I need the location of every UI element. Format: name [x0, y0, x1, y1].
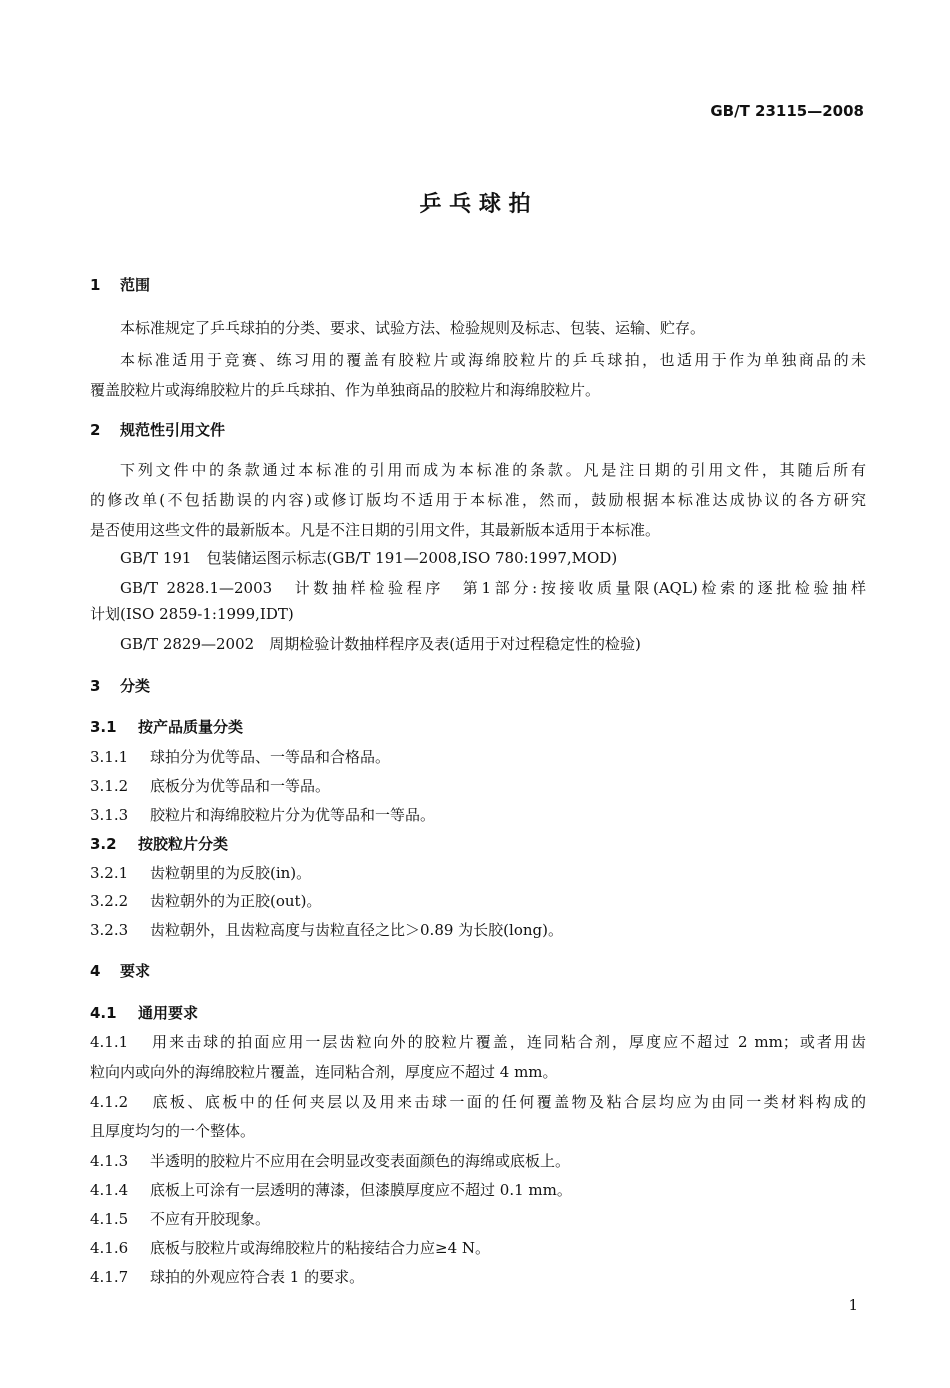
subsection-heading	[90, 717, 243, 737]
paragraph: 本标准规定了乒乓球拍的分类、要求、试验方法、检验规则及标志、包装、运输、贮存。	[120, 319, 706, 337]
clause	[90, 747, 390, 767]
section-4-heading	[90, 961, 150, 981]
clause	[90, 891, 321, 911]
reference-item	[120, 578, 866, 598]
clause-number: 3.1.3	[90, 806, 129, 824]
clause-number: 4.1.5	[90, 1210, 129, 1228]
reference-title: 周期检验计数抽样程序及表(适用于对过程稳定性的检验)	[269, 635, 641, 653]
clause-text: 胶粒片和海绵胶粒片分为优等品和一等品。	[150, 806, 436, 824]
clause-text: 用来击球的拍面应用一层齿粒向外的胶粒片覆盖，连同粘合剂，厚度应不超过 2 mm；或者用齿	[150, 1033, 866, 1051]
section-number: 2	[90, 421, 101, 439]
clause-number: 4.1.6	[90, 1239, 129, 1257]
clause-title: 通用要求	[138, 1004, 199, 1022]
section-title: 范围	[120, 276, 151, 294]
clause-text: 齿粒朝外，且齿粒高度与齿粒直径之比＞0.89 为长胶(long)。	[150, 921, 563, 939]
paragraph: 下列文件中的条款通过本标准的引用而成为本标准的条款。凡是注日期的引用文件，其随后所有	[120, 461, 866, 479]
clause	[90, 1180, 572, 1200]
clause-title: 按产品质量分类	[138, 718, 244, 736]
clause	[90, 776, 330, 796]
clause	[90, 1032, 866, 1052]
section-3-heading	[90, 676, 150, 696]
section-title: 规范性引用文件	[120, 421, 226, 439]
section-number: 4	[90, 962, 101, 980]
clause-text: 半透明的胶粒片不应用在会明显改变表面颜色的海绵或底板上。	[150, 1152, 571, 1170]
subsection-heading	[90, 1003, 198, 1023]
clause-text: 底板上可涂有一层透明的薄漆，但漆膜厚度应不超过 0.1 mm。	[150, 1181, 572, 1199]
clause	[90, 1092, 866, 1112]
clause-number: 4.1	[90, 1004, 117, 1022]
page-number: 1	[848, 1296, 858, 1314]
reference-title: 计数抽样检验程序 第1部分:按接收质量限(AQL)检索的逐批检验抽样	[294, 579, 866, 597]
clause-number: 4.1.3	[90, 1152, 129, 1170]
clause-text: 底板、底板中的任何夹层以及用来击球一面的任何覆盖物及粘合层均应为由同一类材料构成的	[150, 1093, 866, 1111]
section-1-heading	[90, 275, 150, 295]
clause-title: 按胶粒片分类	[138, 835, 229, 853]
reference-item	[120, 548, 617, 568]
reference-title: 包装储运图示标志(GB/T 191—2008,ISO 780:1997,MOD)	[206, 549, 618, 567]
reference-code: GB/T 2828.1—2003	[120, 579, 273, 597]
section-number: 3	[90, 677, 101, 695]
clause-number: 4.1.1	[90, 1033, 129, 1051]
clause-number: 3.1.1	[90, 748, 129, 766]
reference-item	[120, 634, 641, 654]
clause	[90, 805, 435, 825]
clause	[90, 1238, 490, 1258]
paragraph: 覆盖胶粒片或海绵胶粒片的乒乓球拍、作为单独商品的胶粒片和海绵胶粒片。	[90, 381, 601, 399]
clause-text: 底板与胶粒片或海绵胶粒片的粘接结合力应≥4 N。	[150, 1239, 491, 1257]
clause-number: 3.1.2	[90, 777, 129, 795]
clause-text: 球拍的外观应符合表 1 的要求。	[150, 1268, 365, 1286]
clause-number: 4.1.4	[90, 1181, 129, 1199]
paragraph: 本标准适用于竞赛、练习用的覆盖有胶粒片或海绵胶粒片的乒乓球拍，也适用于作为单独商品的未	[120, 351, 866, 369]
page-title: 乒 乓 球 拍	[419, 192, 531, 217]
reference-code: GB/T 2829—2002	[120, 635, 255, 653]
clause-number: 3.1	[90, 718, 117, 736]
clause	[90, 863, 311, 883]
section-number: 1	[90, 276, 101, 294]
subsection-heading	[90, 834, 228, 854]
clause-text: 不应有开胶现象。	[150, 1210, 271, 1228]
standard-code: GB/T 23115—2008	[710, 102, 864, 120]
paragraph: 是否使用这些文件的最新版本。凡是不注日期的引用文件，其最新版本适用于本标准。	[90, 521, 661, 539]
clause	[90, 1267, 364, 1287]
clause-text: 底板分为优等品和一等品。	[150, 777, 331, 795]
clause-text: 齿粒朝里的为反胶(in)。	[150, 864, 312, 882]
clause-number: 3.2.3	[90, 921, 129, 939]
clause-text: 齿粒朝外的为正胶(out)。	[150, 892, 322, 910]
clause	[90, 1151, 570, 1171]
section-title: 分类	[120, 677, 151, 695]
reference-code: GB/T 191	[120, 549, 192, 567]
clause-number: 3.2	[90, 835, 117, 853]
clause-number: 3.2.2	[90, 892, 129, 910]
clause	[90, 1209, 270, 1229]
paragraph: 的修改单(不包括勘误的内容)或修订版均不适用于本标准，然而，鼓励根据本标准达成协议的各方研究	[90, 491, 866, 509]
clause	[90, 920, 563, 940]
clause-continuation: 粒向内或向外的海绵胶粒片覆盖，连同粘合剂，厚度应不超过 4 mm。	[90, 1063, 558, 1081]
reference-continuation: 计划(ISO 2859-1:1999,IDT)	[90, 605, 294, 623]
clause-number: 4.1.7	[90, 1268, 129, 1286]
section-2-heading	[90, 420, 225, 440]
clause-number: 3.2.1	[90, 864, 129, 882]
section-title: 要求	[120, 962, 151, 980]
clause-text: 球拍分为优等品、一等品和合格品。	[150, 748, 391, 766]
clause-continuation: 且厚度均匀的一个整体。	[90, 1122, 256, 1140]
clause-number: 4.1.2	[90, 1093, 129, 1111]
